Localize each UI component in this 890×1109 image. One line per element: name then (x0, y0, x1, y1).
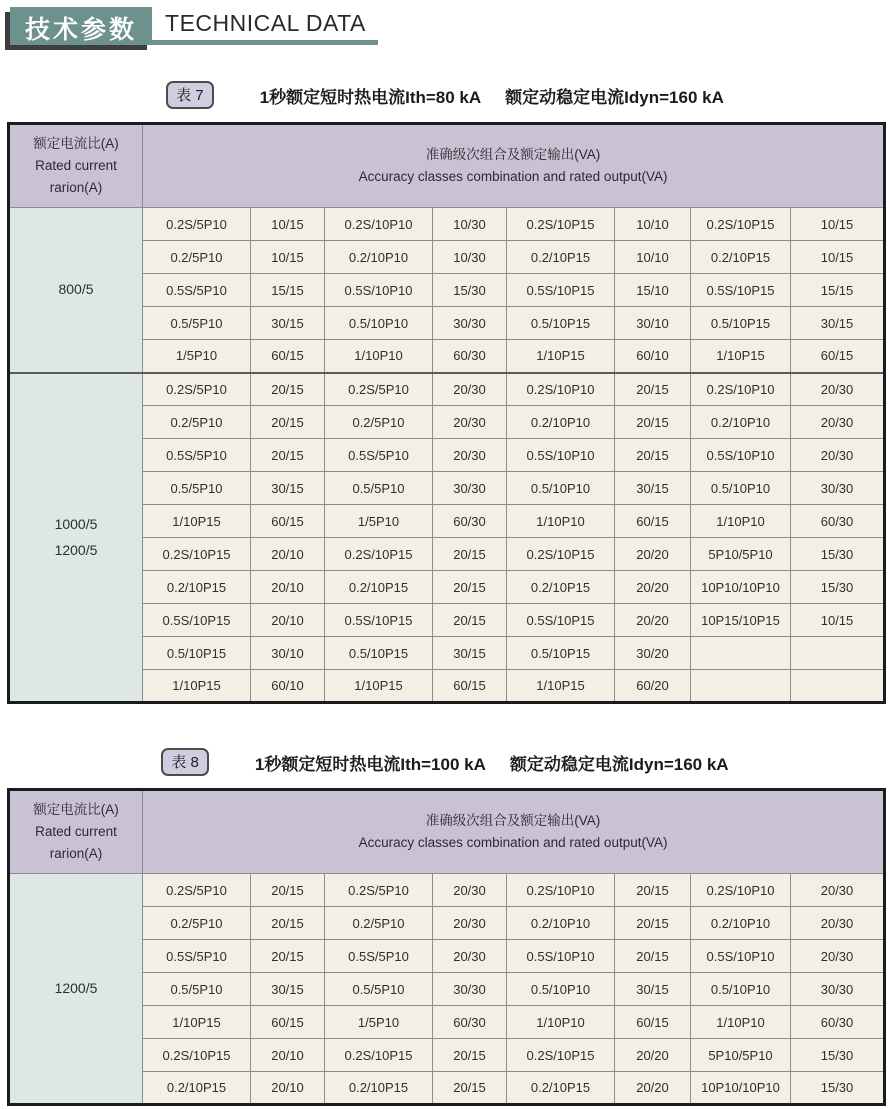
accuracy-combo-cell: 0.2/10P15 (325, 571, 433, 604)
accuracy-combo-cell: 0.5S/10P10 (691, 940, 791, 973)
accuracy-combo-cell: 0.5S/10P15 (507, 274, 615, 307)
accuracy-combo-cell: 0.2S/10P10 (691, 373, 791, 406)
accuracy-combo-cell: 0.2/10P15 (143, 571, 251, 604)
rated-output-cell: 30/10 (251, 637, 325, 670)
rated-output-cell: 20/30 (791, 373, 885, 406)
accuracy-combo-cell: 0.2S/10P10 (325, 208, 433, 241)
accuracy-combo-cell: 1/10P15 (507, 670, 615, 703)
accuracy-combo-cell: 0.5/10P10 (507, 472, 615, 505)
rated-output-cell: 60/30 (791, 1006, 885, 1039)
table-7-body (9, 208, 885, 703)
rated-output-cell: 15/30 (433, 274, 507, 307)
accuracy-combo-cell: 0.5/10P10 (325, 307, 433, 340)
rated-output-cell: 20/20 (615, 538, 691, 571)
rated-output-cell: 60/30 (433, 340, 507, 373)
accuracy-header-line-cn: 准确级次组合及额定输出(VA) (425, 146, 601, 162)
rated-output-cell: 60/10 (615, 340, 691, 373)
table-7-title-part-1: 1秒额定短时热电流Ith=80 kA (259, 87, 482, 107)
rated-output-cell: 20/15 (251, 406, 325, 439)
accuracy-combo-cell: 0.5S/5P10 (143, 274, 251, 307)
accuracy-combo-cell: 0.2/5P10 (325, 907, 433, 940)
table-7-title-part-2: 额定动稳定电流Idyn=160 kA (505, 87, 724, 107)
accuracy-classes-header (143, 124, 885, 208)
rated-output-cell: 60/30 (433, 505, 507, 538)
accuracy-combo-cell: 0.5S/10P15 (691, 274, 791, 307)
table-8-caption (0, 748, 890, 776)
accuracy-combo-cell: 0.5/5P10 (325, 973, 433, 1006)
accuracy-combo-cell: 10P10/10P10 (691, 571, 791, 604)
accuracy-combo-cell: 0.5/5P10 (143, 973, 251, 1006)
rated-output-cell: 30/15 (251, 472, 325, 505)
accuracy-combo-cell: 0.5/10P15 (691, 307, 791, 340)
rated-output-cell: 10/15 (791, 604, 885, 637)
rated-output-cell: 60/30 (433, 1006, 507, 1039)
table-header-row (9, 124, 885, 208)
accuracy-combo-cell (691, 637, 791, 670)
accuracy-combo-cell: 1/10P10 (325, 340, 433, 373)
rated-output-cell: 60/15 (433, 670, 507, 703)
rated-output-cell: 10/10 (615, 241, 691, 274)
rated-output-cell: 20/30 (433, 907, 507, 940)
accuracy-classes-header (143, 790, 885, 874)
rated-output-cell: 20/15 (251, 439, 325, 472)
accuracy-combo-cell: 0.5S/5P10 (325, 940, 433, 973)
accuracy-combo-cell: 0.2S/10P15 (325, 1039, 433, 1072)
rated-output-cell: 15/15 (791, 274, 885, 307)
rated-output-cell: 20/30 (433, 373, 507, 406)
accuracy-combo-cell: 0.2/5P10 (143, 241, 251, 274)
rated-output-cell: 20/30 (433, 406, 507, 439)
accuracy-combo-cell: 0.2S/5P10 (143, 208, 251, 241)
rated-current-ratio-header (9, 124, 143, 208)
accuracy-combo-cell: 1/5P10 (325, 1006, 433, 1039)
rated-output-cell: 30/10 (615, 307, 691, 340)
accuracy-combo-cell: 0.5/10P10 (691, 973, 791, 1006)
rated-output-cell: 30/30 (791, 973, 885, 1006)
accuracy-combo-cell: 0.2/10P10 (691, 907, 791, 940)
accuracy-combo-cell: 1/10P10 (507, 505, 615, 538)
rated-output-cell: 20/15 (251, 940, 325, 973)
table-row (9, 874, 885, 907)
table-7-badge: 表 7 (166, 81, 214, 109)
accuracy-combo-cell: 0.5S/10P10 (325, 274, 433, 307)
rated-current-ratio-cell: 1000/5 1200/5 (9, 373, 143, 703)
accuracy-combo-cell: 0.2S/5P10 (325, 874, 433, 907)
accuracy-combo-cell: 0.5S/10P15 (143, 604, 251, 637)
table-8-body (9, 874, 885, 1105)
rated-output-cell: 60/20 (615, 670, 691, 703)
rated-output-cell: 20/30 (791, 907, 885, 940)
rated-output-cell: 30/15 (251, 307, 325, 340)
table-8-title-part-1: 1秒额定短时热电流Ith=100 kA (254, 754, 486, 774)
accuracy-header-line-en: Accuracy classes combination and rated output(VA) (358, 835, 668, 850)
accuracy-combo-cell: 0.2S/5P10 (143, 373, 251, 406)
rated-output-cell: 15/30 (791, 1072, 885, 1105)
accuracy-combo-cell: 0.5/10P15 (507, 307, 615, 340)
accuracy-combo-cell: 0.5S/5P10 (143, 439, 251, 472)
accuracy-combo-cell: 1/10P15 (325, 670, 433, 703)
rated-output-cell: 30/30 (433, 973, 507, 1006)
rated-output-cell: 60/30 (791, 505, 885, 538)
accuracy-header-line-cn: 准确级次组合及额定输出(VA) (425, 812, 601, 828)
accuracy-combo-cell: 0.5S/10P15 (507, 604, 615, 637)
rated-output-cell: 10/10 (615, 208, 691, 241)
rated-output-cell: 20/30 (791, 439, 885, 472)
rated-current-ratio-cell: 800/5 (9, 208, 143, 373)
rated-output-cell: 60/15 (251, 340, 325, 373)
table-8-badge: 表 8 (161, 748, 209, 776)
rated-output-cell: 15/10 (615, 274, 691, 307)
accuracy-combo-cell: 0.2S/10P15 (691, 208, 791, 241)
table-header-row (9, 790, 885, 874)
table-8-title-part-2: 额定动稳定电流Idyn=160 kA (509, 754, 729, 774)
accuracy-combo-cell: 1/10P10 (691, 505, 791, 538)
accuracy-combo-cell: 0.2S/10P15 (325, 538, 433, 571)
rated-output-cell: 10/30 (433, 241, 507, 274)
rated-output-cell: 20/30 (791, 940, 885, 973)
rated-output-cell: 20/15 (615, 406, 691, 439)
rated-output-cell: 60/10 (251, 670, 325, 703)
accuracy-combo-cell: 0.2/10P15 (507, 241, 615, 274)
rated-output-cell: 20/15 (251, 907, 325, 940)
rated-output-cell (791, 637, 885, 670)
rated-output-cell: 20/15 (251, 874, 325, 907)
accuracy-combo-cell: 0.2S/10P15 (143, 1039, 251, 1072)
rated-output-cell: 20/15 (615, 940, 691, 973)
table-8-title (255, 750, 729, 775)
page-title-cn: 技术参数 (10, 7, 152, 45)
accuracy-combo-cell: 0.2S/10P10 (507, 874, 615, 907)
rated-output-cell: 15/15 (251, 274, 325, 307)
rated-output-cell: 20/20 (615, 604, 691, 637)
accuracy-combo-cell: 0.2S/10P15 (507, 538, 615, 571)
accuracy-combo-cell: 0.2/10P15 (691, 241, 791, 274)
ratio-header-line-cn: 额定电流比(A) (33, 801, 119, 817)
accuracy-combo-cell: 0.2S/10P15 (143, 538, 251, 571)
rated-output-cell: 10/15 (251, 241, 325, 274)
table-7-caption (0, 81, 890, 109)
accuracy-header-line-en: Accuracy classes combination and rated output(VA) (358, 169, 668, 184)
rated-output-cell: 20/10 (251, 604, 325, 637)
accuracy-combo-cell: 0.2/10P10 (325, 241, 433, 274)
page-header (10, 7, 890, 45)
accuracy-combo-cell: 10P15/10P15 (691, 604, 791, 637)
rated-output-cell: 20/20 (615, 1072, 691, 1105)
rated-output-cell: 20/30 (433, 940, 507, 973)
accuracy-combo-cell: 10P10/10P10 (691, 1072, 791, 1105)
table-7-title (260, 83, 724, 108)
accuracy-combo-cell: 1/10P15 (507, 340, 615, 373)
rated-output-cell: 30/15 (615, 472, 691, 505)
rated-output-cell: 30/30 (791, 472, 885, 505)
accuracy-combo-cell: 0.5S/10P15 (325, 604, 433, 637)
accuracy-combo-cell: 0.2S/10P15 (507, 208, 615, 241)
table-row (9, 373, 885, 406)
accuracy-combo-cell (691, 670, 791, 703)
accuracy-combo-cell: 0.5S/10P10 (507, 439, 615, 472)
accuracy-combo-cell: 1/10P10 (507, 1006, 615, 1039)
rated-output-cell: 60/15 (791, 340, 885, 373)
rated-current-ratio-header (9, 790, 143, 874)
rated-output-cell: 30/15 (433, 637, 507, 670)
rated-output-cell: 60/15 (251, 505, 325, 538)
accuracy-combo-cell: 0.5/5P10 (143, 307, 251, 340)
accuracy-combo-cell: 0.2/10P10 (691, 406, 791, 439)
accuracy-combo-cell: 0.2S/10P15 (507, 1039, 615, 1072)
rated-output-cell: 20/20 (615, 571, 691, 604)
rated-output-cell: 10/30 (433, 208, 507, 241)
ratio-header-line-en2: rarion(A) (49, 846, 103, 862)
accuracy-combo-cell: 0.2/5P10 (325, 406, 433, 439)
accuracy-combo-cell: 0.5/5P10 (325, 472, 433, 505)
rated-output-cell: 15/30 (791, 538, 885, 571)
rated-output-cell: 15/30 (791, 571, 885, 604)
rated-output-cell: 30/20 (615, 637, 691, 670)
accuracy-combo-cell: 0.5S/10P10 (507, 940, 615, 973)
rated-output-cell: 20/15 (433, 1039, 507, 1072)
accuracy-combo-cell: 0.2S/5P10 (143, 874, 251, 907)
rated-output-cell: 20/20 (615, 1039, 691, 1072)
rated-output-cell: 20/15 (433, 571, 507, 604)
accuracy-combo-cell: 1/10P10 (691, 1006, 791, 1039)
rated-output-cell: 60/15 (615, 505, 691, 538)
rated-output-cell: 20/15 (615, 373, 691, 406)
rated-output-cell: 20/30 (791, 874, 885, 907)
page-title-underline (152, 7, 378, 45)
rated-current-ratio-cell: 1200/5 (9, 874, 143, 1105)
rated-output-cell: 20/10 (251, 1072, 325, 1105)
accuracy-combo-cell: 0.2/10P15 (507, 571, 615, 604)
table-row (9, 208, 885, 241)
rated-output-cell: 10/15 (791, 241, 885, 274)
rated-output-cell: 20/30 (433, 874, 507, 907)
accuracy-combo-cell: 0.2/5P10 (143, 907, 251, 940)
rated-output-cell: 10/15 (791, 208, 885, 241)
rated-output-cell: 20/30 (433, 439, 507, 472)
accuracy-combo-cell: 0.2/10P15 (143, 1072, 251, 1105)
accuracy-combo-cell: 0.5/10P15 (143, 637, 251, 670)
ratio-header-line-en1: Rated current (35, 823, 117, 839)
ratio-header-line-en1: Rated current (35, 157, 117, 173)
rated-output-cell: 20/15 (433, 1072, 507, 1105)
accuracy-combo-cell: 0.2S/10P10 (507, 373, 615, 406)
accuracy-combo-cell: 0.2S/5P10 (325, 373, 433, 406)
technical-table-7 (7, 122, 886, 704)
accuracy-combo-cell: 0.5/5P10 (143, 472, 251, 505)
rated-output-cell: 20/10 (251, 538, 325, 571)
rated-output-cell: 60/15 (615, 1006, 691, 1039)
rated-output-cell (791, 670, 885, 703)
rated-output-cell: 20/15 (615, 874, 691, 907)
accuracy-combo-cell: 0.2/10P10 (507, 907, 615, 940)
rated-output-cell: 20/10 (251, 1039, 325, 1072)
rated-output-cell: 60/15 (251, 1006, 325, 1039)
accuracy-combo-cell: 0.5/10P10 (691, 472, 791, 505)
accuracy-combo-cell: 0.2S/10P10 (691, 874, 791, 907)
accuracy-combo-cell: 1/10P15 (143, 1006, 251, 1039)
rated-output-cell: 20/30 (791, 406, 885, 439)
accuracy-combo-cell: 5P10/5P10 (691, 1039, 791, 1072)
rated-output-cell: 30/30 (433, 307, 507, 340)
accuracy-combo-cell: 0.2/10P15 (507, 1072, 615, 1105)
accuracy-combo-cell: 5P10/5P10 (691, 538, 791, 571)
accuracy-combo-cell: 0.2/10P15 (325, 1072, 433, 1105)
accuracy-combo-cell: 1/10P15 (691, 340, 791, 373)
rated-output-cell: 10/15 (251, 208, 325, 241)
accuracy-combo-cell: 0.5/10P15 (507, 637, 615, 670)
accuracy-combo-cell: 1/10P15 (143, 670, 251, 703)
rated-output-cell: 20/15 (433, 604, 507, 637)
accuracy-combo-cell: 0.5/10P15 (325, 637, 433, 670)
rated-output-cell: 20/15 (433, 538, 507, 571)
technical-table-8 (7, 788, 886, 1106)
accuracy-combo-cell: 0.2/5P10 (143, 406, 251, 439)
page-title-en: TECHNICAL DATA (165, 10, 366, 36)
rated-output-cell: 20/15 (615, 907, 691, 940)
rated-output-cell: 30/15 (251, 973, 325, 1006)
rated-output-cell: 20/15 (615, 439, 691, 472)
accuracy-combo-cell: 0.5S/5P10 (143, 940, 251, 973)
accuracy-combo-cell: 1/10P15 (143, 505, 251, 538)
accuracy-combo-cell: 0.5S/10P10 (691, 439, 791, 472)
accuracy-combo-cell: 1/5P10 (143, 340, 251, 373)
ratio-header-line-cn: 额定电流比(A) (33, 135, 119, 151)
accuracy-combo-cell: 0.5/10P10 (507, 973, 615, 1006)
ratio-header-line-en2: rarion(A) (49, 180, 103, 196)
accuracy-combo-cell: 0.5S/5P10 (325, 439, 433, 472)
rated-output-cell: 20/15 (251, 373, 325, 406)
rated-output-cell: 30/30 (433, 472, 507, 505)
rated-output-cell: 15/30 (791, 1039, 885, 1072)
accuracy-combo-cell: 1/5P10 (325, 505, 433, 538)
rated-output-cell: 30/15 (791, 307, 885, 340)
rated-output-cell: 30/15 (615, 973, 691, 1006)
rated-output-cell: 20/10 (251, 571, 325, 604)
accuracy-combo-cell: 0.2/10P10 (507, 406, 615, 439)
